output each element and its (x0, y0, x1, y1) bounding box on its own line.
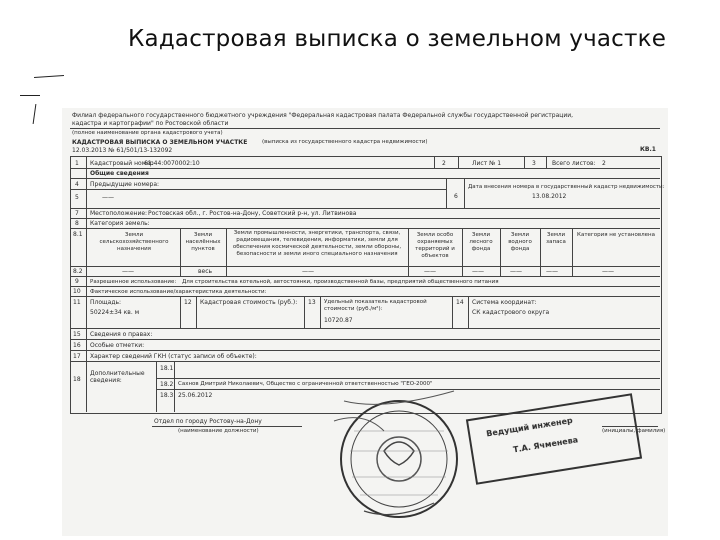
row-number: 15 (73, 331, 81, 338)
location-label: Местоположение: (90, 210, 148, 217)
dash: —— (302, 268, 314, 275)
category-column: Земли промышленности, энергетики, транспорта, связи, радиовещания, телевидения, информатики, земли для обеспечения космической деятельности, земли обороны, безопасности и земли иного специального назначения (232, 230, 402, 257)
permitted-use-value: Для строительства котельной, автостоянки, производственной базы, предприятий общественного питания (182, 279, 499, 285)
permitted-use-label: Разрешенное использование: (90, 279, 177, 285)
category-column: Категория не установлена (577, 232, 655, 238)
row-number: 6 (454, 193, 458, 200)
scan-mark (20, 95, 40, 96)
row-number: 16 (73, 342, 81, 349)
row-number: 18.3 (160, 392, 174, 399)
doc-header-line1: Филиал федерального государственного бюджетного учреждения "Федеральная кадастровая палата Федеральной службы государственной регистрации, (72, 112, 574, 119)
category-column: Земли сельскохозяйственного назначения (99, 232, 169, 252)
row-number: 4 (75, 181, 79, 188)
survey-date: 25.06.2012 (178, 392, 213, 399)
slide-title: Кадастровая выписка о земельном участке (128, 26, 667, 52)
signature-note: (наименование должности) (178, 428, 259, 434)
doc-title: КАДАСТРОВАЯ ВЫПИСКА О ЗЕМЕЛЬНОМ УЧАСТКЕ (72, 139, 248, 146)
specific-value-label: Удельный показатель кадастровой стоимости (руб./м²): (324, 299, 427, 312)
category-mark: весь (198, 268, 213, 275)
engineer-info: Сахнов Дмитрий Николаевич, Общество с ограниченной ответственностью "ГЕО-2000" (178, 381, 433, 387)
area-label: Площадь: (90, 299, 122, 306)
row-number: 18.1 (160, 365, 174, 372)
row-number: 8 (75, 220, 79, 227)
scanned-document (62, 108, 668, 536)
coordinate-system-value: СК кадастрового округа (472, 309, 550, 316)
row-number: 10 (73, 288, 81, 295)
row-number: 7 (75, 210, 79, 217)
dash: —— (122, 268, 134, 275)
dash: —— (510, 268, 522, 275)
category-column: Земли населённых пунктов (185, 232, 221, 252)
entry-date-label: Дата внесения номера в государственный кадастр недвижимости: (468, 184, 665, 190)
row-number: 12 (184, 299, 192, 306)
row-number: 5 (75, 194, 79, 201)
location-value: Ростовская обл., г. Ростов-на-Дону, Советский р-н, ул. Литвинова (148, 210, 357, 217)
row-number: 3 (532, 160, 536, 167)
row-number: 11 (73, 299, 81, 306)
row-number: 8.2 (73, 268, 83, 275)
stamp-line: Ведущий инженер (485, 415, 574, 439)
sheets-total: 2 (602, 160, 606, 167)
land-category-label: Категория земель: (90, 220, 150, 227)
doc-header-line2: кадастра и картографии" по Ростовской области (72, 120, 229, 127)
stamp-line: Т.А. Ячменева (512, 435, 579, 455)
cad-value-label: Кадастровая стоимость (руб.): (200, 299, 298, 306)
doc-date-number: 12.03.2013 № 61/501/13-132092 (72, 147, 173, 154)
cadastral-number: 61:44:0070002:10 (144, 160, 200, 167)
cadastral-label: Кадастровый номер (90, 160, 154, 167)
signature-note: (инициалы, фамилия) (602, 428, 666, 434)
row-number: 13 (308, 299, 316, 306)
row-number: 14 (456, 299, 464, 306)
sheet-label: Лист № 1 (472, 160, 502, 167)
category-column: Земли водного фонда (508, 232, 532, 252)
signature-role: Отдел по городу Ростову-на-Дону (154, 418, 262, 425)
row-number: 18.2 (160, 381, 174, 388)
row-number: 9 (75, 278, 79, 285)
general-info: Общие сведения (90, 170, 149, 177)
category-column: Земли лесного фонда (469, 232, 493, 252)
gkn-status-label: Характер сведений ГКН (статус записи об объекте): (90, 353, 257, 360)
prev-numbers-label: Предыдущие номера: (90, 181, 160, 188)
row-number: 8.1 (73, 231, 83, 238)
area-value: 50224±34 кв. м (90, 309, 140, 316)
dash: —— (546, 268, 558, 275)
doc-code: КВ.1 (640, 146, 656, 153)
category-column: Земли особо охраняемых территорий и объектов (415, 232, 455, 259)
dash: —— (102, 194, 114, 201)
row-number: 18 (73, 376, 81, 383)
doc-title-note: (выписка из государственного кадастра недвижимости) (262, 139, 428, 145)
coordinate-system-label: Система координат: (472, 299, 537, 306)
dash: —— (424, 268, 436, 275)
sheets-total-label: Всего листов: (552, 160, 596, 167)
round-seal-stamp (324, 381, 474, 526)
entry-date: 13.08.2012 (532, 193, 567, 200)
specific-value: 10720.87 (324, 317, 353, 324)
row-number: 17 (73, 353, 81, 360)
actual-use-label: Фактическое использование/характеристика деятельности: (90, 289, 267, 295)
dash: —— (602, 268, 614, 275)
rights-info-label: Сведения о правах: (90, 331, 153, 338)
scan-mark (33, 104, 37, 124)
dash: —— (472, 268, 484, 275)
row-number: 2 (442, 160, 446, 167)
additional-info-label: Дополнительные сведения: (90, 370, 145, 384)
doc-header-line3: (полное наименование органа кадастрового учета) (72, 130, 223, 136)
category-column: Земли запаса (546, 232, 566, 245)
scan-mark (34, 75, 64, 78)
row-number: 1 (75, 160, 79, 167)
special-marks-label: Особые отметки: (90, 342, 145, 349)
